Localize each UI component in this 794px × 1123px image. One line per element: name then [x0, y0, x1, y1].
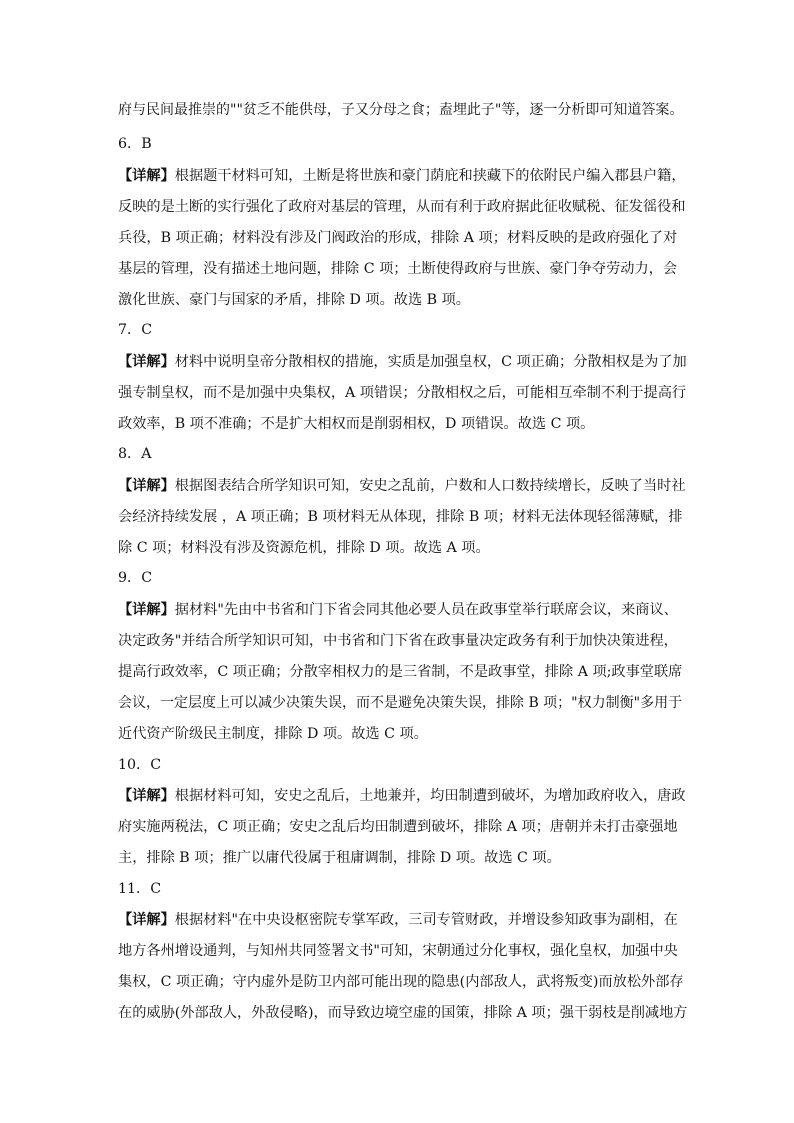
answer-11-line-4: 在的威胁(外部敌人，外敌侵略)，而导致边境空虚的国策，排除 A 项；强干弱枝是削减地方 — [118, 1005, 688, 1021]
detail-tag: 【详解】 — [118, 478, 175, 494]
answer-8-line-3: 除 C 项；材料没有涉及资源危机，排除 D 项。故选 A 项。 — [118, 540, 490, 556]
answer-6-line-5: 激化世族、豪门与国家的矛盾，排除 D 项。故选 B 项。 — [118, 292, 470, 308]
answer-6-line-1 — [118, 166, 688, 186]
answer-6-line-2: 反映的是土断的实行强化了政府对基层的管理，从而有利于政府据此征收赋税、征发徭役和 — [118, 199, 686, 215]
answer-text: 根据材料"在中央设枢密院专掌军政，三司专管财政，并增设参知政事为副相，在 — [174, 912, 678, 928]
answer-8-line-1 — [118, 476, 688, 496]
answer-9-line-5: 近代资产阶级民主制度，排除 D 项。故选 C 项。 — [118, 726, 428, 742]
answer-10-line-2: 府实施两税法，C 项正确；安史之乱后均田制遭到破坏，排除 A 项；唐朝并未打击豪强地 — [118, 819, 678, 835]
answer-7-line-1 — [118, 352, 688, 372]
answer-11-line-3: 集权，C 项正确；守内虚外是防卫内部可能出现的隐患(内部敌人，武将叛变)而放松外部存 — [118, 974, 684, 990]
answer-number-9: 9．C — [118, 570, 153, 586]
answer-9-line-3: 提高行政效率，C 项正确；分散宰相权力的是三省制，不是政事堂，排除 A 项;政事堂联席 — [118, 664, 683, 680]
answer-7-line-2: 强专制皇权，而不是加强中央集权，A 项错误；分散相权之后，可能相互牵制不利于提高行 — [118, 385, 687, 401]
detail-tag: 【详解】 — [118, 912, 175, 928]
answer-number-11: 11．C — [118, 881, 162, 897]
answer-number-8: 8．A — [118, 446, 152, 462]
answer-6-line-3: 兵役，B 项正确；材料没有涉及门阀政治的形成，排除 A 项；材料反映的是政府强化了对 — [118, 230, 678, 246]
answer-9-line-4: 会议，一定层度上可以减少决策失误，而不是避免决策失误，排除 B 项；"权力制衡"多用于 — [118, 695, 683, 711]
answer-9-line-2: 决定政务"并结合所学知识可知，中书省和门下省在政事量决定政务有利于加快决策进程， — [118, 633, 678, 649]
answer-11-line-1 — [118, 910, 688, 930]
detail-tag: 【详解】 — [118, 354, 175, 370]
answer-number-7: 7．C — [118, 322, 153, 338]
answer-7-line-3: 政效率，B 项不准确；不是扩大相权而是削弱相权，D 项错误。故选 C 项。 — [118, 416, 595, 432]
answer-text: 材料中说明皇帝分散相权的措施，实质是加强皇权，C 项正确；分散相权是为了加 — [174, 354, 687, 370]
answer-text: 根据图表结合所学知识可知，安史之乱前，户数和人口数持续增长，反映了当时社 — [174, 478, 686, 494]
answer-9-line-1 — [118, 600, 688, 620]
answer-text: 根据题干材料可知，土断是将世族和豪门荫庇和挟藏下的依附民户编入郡县户籍， — [174, 168, 686, 184]
detail-tag: 【详解】 — [118, 168, 175, 184]
answer-11-line-2: 地方各州增设通判，与知州共同签署文书"可知，宋朝通过分化事权，强化皇权，加强中央 — [118, 943, 678, 959]
answer-text: 根据材料可知，安史之乱后，土地兼并，均田制遭到破坏，为增加政府收入，唐政 — [174, 788, 686, 804]
answer-10-line-1 — [118, 786, 688, 806]
answer-8-line-2: 会经济持续发展 ，A 项正确；B 项材料无从体现，排除 B 项；材料无法体现轻徭薄赋，排 — [118, 509, 683, 525]
answer-text: 据材料"先由中书省和门下省会同其他必要人员在政事堂举行联席会议，来商议、 — [174, 602, 678, 618]
detail-tag: 【详解】 — [118, 788, 175, 804]
intro-line: 府与民间最推崇的""贫乏不能供母，子又分母之食；盍埋此子"等，逐一分析即可知道答案。 — [118, 102, 684, 118]
answer-number-10: 10．C — [118, 757, 162, 773]
answer-10-line-3: 主，排除 B 项；推广以庸代役属于租庸调制，排除 D 项。故选 C 项。 — [118, 850, 561, 866]
answer-6-line-4: 基层的管理，没有描述土地问题，排除 C 项；土断使得政府与世族、豪门争夺劳动力，会 — [118, 261, 678, 277]
answer-number-6: 6．B — [118, 136, 152, 152]
detail-tag: 【详解】 — [118, 602, 175, 618]
